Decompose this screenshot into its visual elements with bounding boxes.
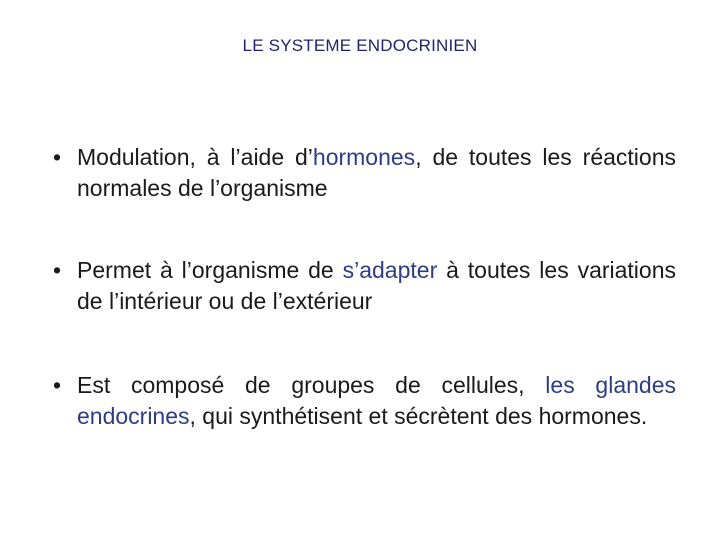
bullet-item-adaptation [50, 255, 676, 317]
text-run: Est composé de groupes de cellules, [77, 372, 546, 398]
bullet-marker: • [53, 257, 62, 283]
bullet-item-hormones-modulation [50, 142, 676, 204]
text-run: , qui synthétisent et sécrètent [189, 403, 496, 429]
highlight-term: les glandes endocrines [77, 372, 676, 429]
bullet-marker: • [53, 372, 62, 398]
text-run: , de toutes les réactions normales de l’organisme [77, 144, 676, 201]
slide-title: LE SYSTEME ENDOCRINIEN [242, 36, 478, 55]
highlight-term: s’adapter [342, 257, 438, 283]
text-run: Modulation, à l’aide d’ [77, 144, 313, 170]
emphasis-term: des hormones [495, 403, 641, 429]
bullet-text [77, 370, 676, 432]
text-run: . [640, 403, 648, 429]
bullet-marker: • [53, 144, 62, 170]
bullet-item-composition [50, 370, 676, 432]
bullet-text [77, 142, 676, 204]
text-run: Permet à l’organisme de [77, 257, 343, 283]
text-run: à toutes les variations de l’intérieur ou de l’extérieur [77, 257, 676, 314]
highlight-term: hormones [312, 144, 416, 170]
bullet-text [77, 255, 676, 317]
